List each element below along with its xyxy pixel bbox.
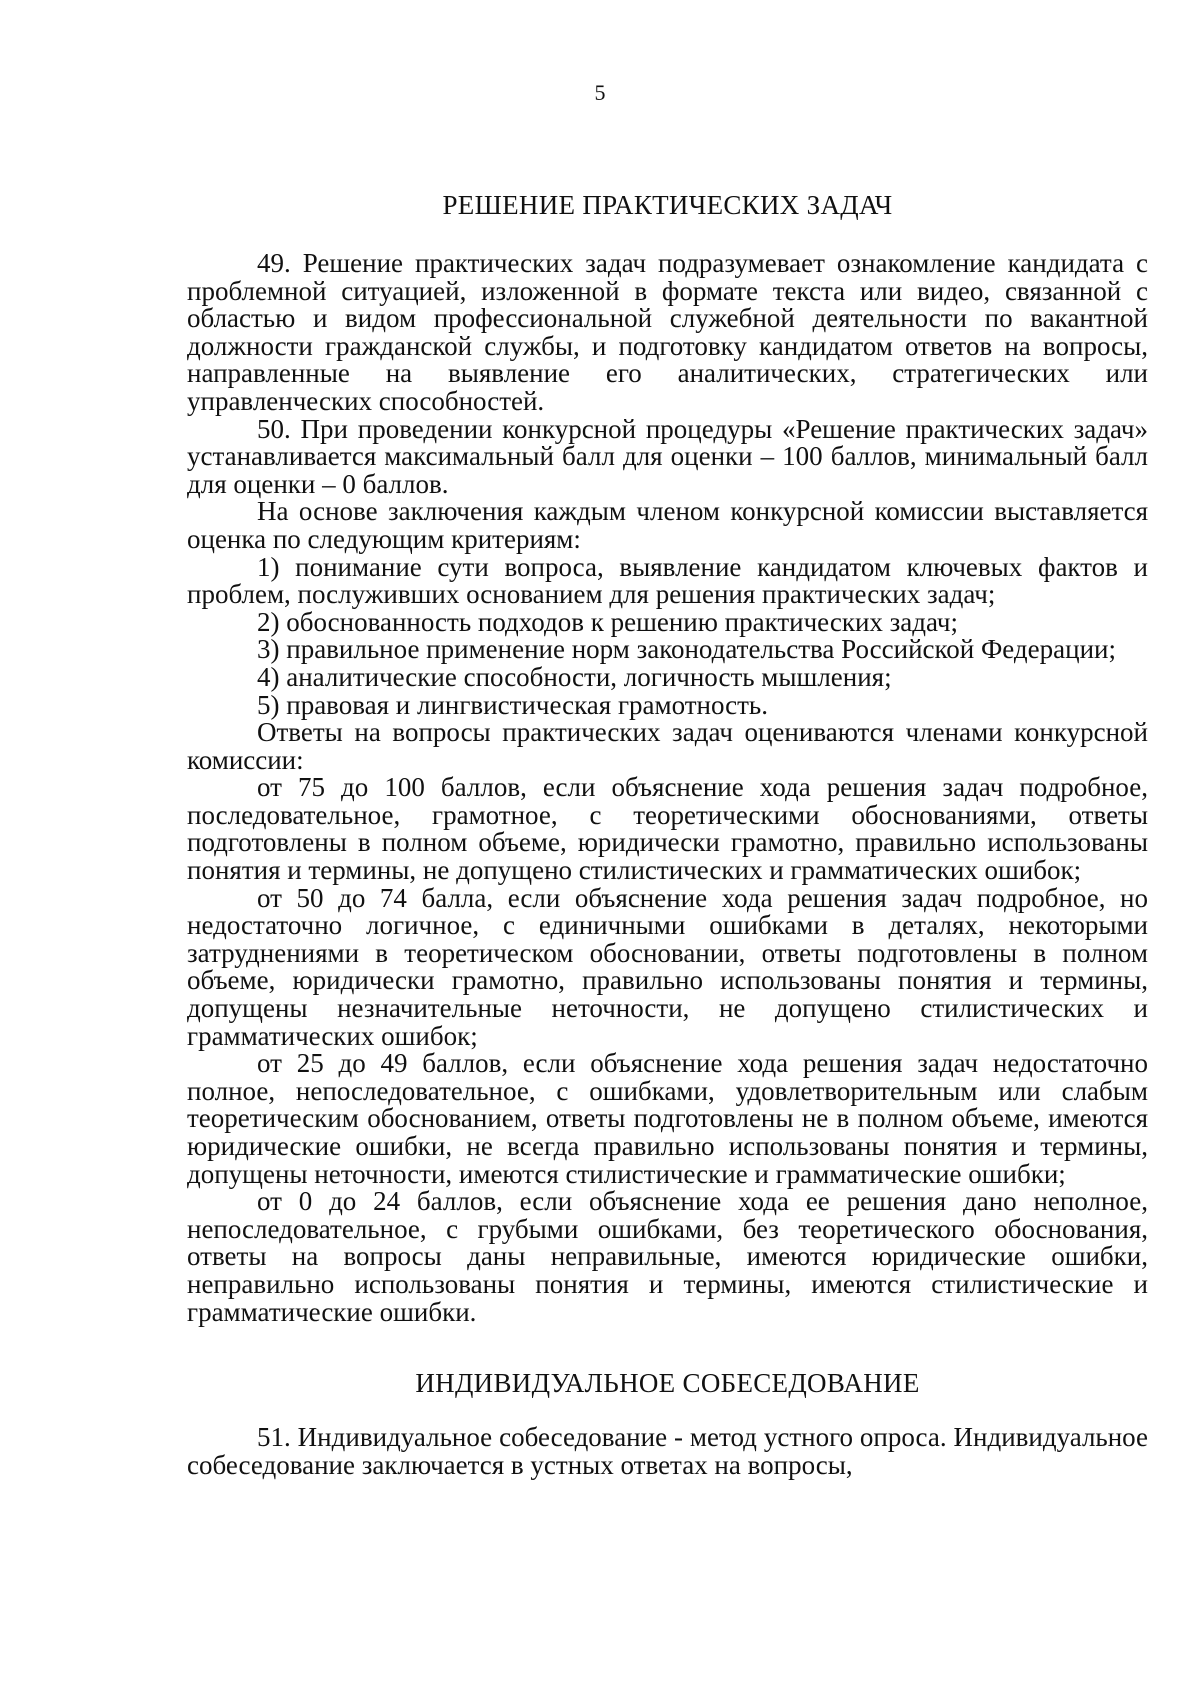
score-range-50-74: от 50 до 74 балла, если объяснение хода решения задач подробное, но недостаточно логичное, с единичными ошибками в деталях, некоторыми затруднениями в теоретическом обосновании, ответы подготовлены в полном объеме, юридически грамотно, правильно использованы понятия и термины, допущены незначительные неточности, не допущено стилистических и грамматических ошибок; [187, 882, 1148, 1051]
section-heading-practical-tasks: РЕШЕНИЕ ПРАКТИЧЕСКИХ ЗАДАЧ [442, 190, 893, 220]
page-number: 5 [594, 80, 606, 105]
criterion-1: 1) понимание сути вопроса, выявление кандидатом ключевых фактов и проблем, послуживших основанием для решения практических задач; [187, 551, 1148, 610]
criterion-2: 2) обоснованность подходов к решению практических задач; [257, 606, 959, 637]
score-range-25-49: от 25 до 49 баллов, если объяснение хода решения задач недостаточно полное, непоследовательное, с ошибками, удовлетворительным или слабым теоретическим обоснованием, ответы подготовлены не в полном объеме, имеются юридические ошибки, не всегда правильно использованы понятия и термины, допущены неточности, имеются стилистические и грамматические ошибки; [187, 1048, 1148, 1189]
criterion-3: 3) правильное применение норм законодательства Российской Федерации; [257, 634, 1116, 665]
section-heading-individual-interview: ИНДИВИДУАЛЬНОЕ СОБЕСЕДОВАНИЕ [415, 1368, 920, 1399]
paragraph-50: 50. При проведении конкурсной процедуры «Решение практических задач» устанавливается максимальный балл для оценки – 100 баллов, минимальный балл для оценки – 0 баллов. [187, 413, 1148, 499]
page-content [187, 190, 1148, 1479]
criterion-5: 5) правовая и лингвистическая грамотность. [257, 689, 768, 720]
paragraph-scoring-intro: Ответы на вопросы практических задач оцениваются членами конкурсной комиссии: [187, 717, 1148, 775]
score-range-0-24: от 0 до 24 баллов, если объяснение хода ее решения дано неполное, непоследовательное, с грубыми ошибками, без теоретического обоснования, ответы на вопросы даны неправильные, имеются юридические ошибки, неправильно использованы понятия и термины, имеются стилистические и грамматические ошибки. [187, 1186, 1148, 1327]
paragraph-49: 49. Решение практических задач подразумевает ознакомление кандидата с проблемной ситуацией, изложенной в формате текста или видео, связанной с областью и видом профессиональной служебной деятельности по вакантной должности гражданской службы, и подготовку кандидатом ответов на вопросы, направленные на выявление его аналитических, стратегических или управленческих способностей. [187, 248, 1148, 416]
score-range-75-100: от 75 до 100 баллов, если объяснение хода решения задач подробное, последовательное, грамотное, с теоретическими обоснованиями, ответы подготовлены в полном объеме, юридически грамотно, правильно использованы понятия и термины, не допущено стилистических и грамматических ошибок; [187, 772, 1148, 886]
paragraph-51: 51. Индивидуальное собеседование - метод устного опроса. Индивидуальное собеседование заключается в устных ответах на вопросы, [187, 1422, 1148, 1480]
criterion-4: 4) аналитические способности, логичность мышления; [257, 661, 892, 692]
paragraph-criteria-intro: На основе заключения каждым членом конкурсной комиссии выставляется оценка по следующим критериям: [187, 496, 1148, 554]
